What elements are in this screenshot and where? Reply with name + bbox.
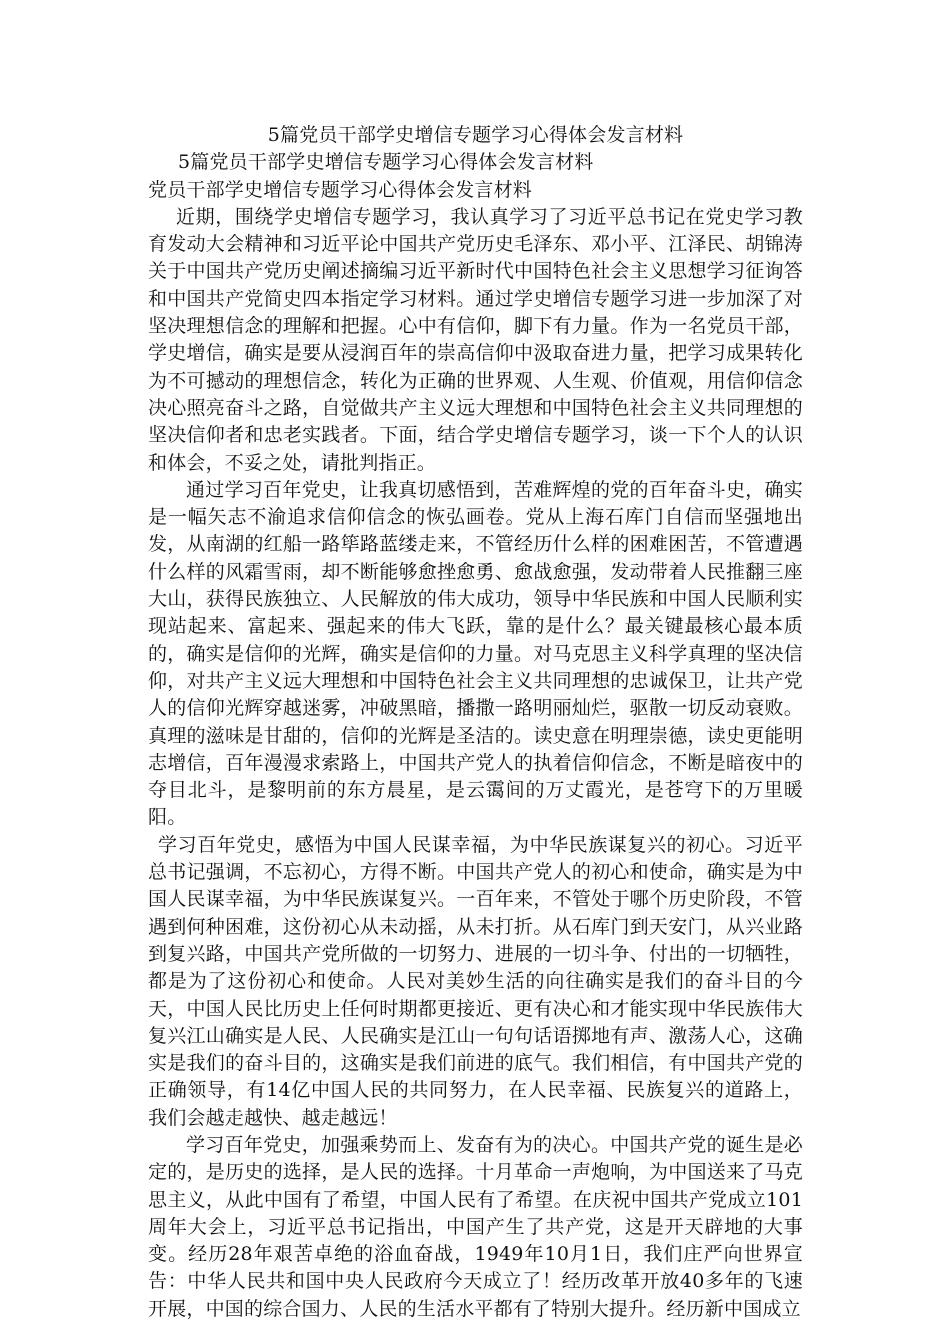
document-body [148,122,803,1323]
paragraph-3: 学习百年党史，感悟为中国人民谋幸福，为中华民族谋复兴的初心。习近平总书记强调，不忘初心，方得不断。中国共产党人的初心和使命，确实是为中国人民谋幸福，为中华民族谋复兴。一百年来，不管处于哪个历史阶段，不管遇到何种困难，这份初心从未动摇，从未打折。从石库门到天安门，从兴业路到复兴路，中国共产党所做的一切努力、进展的一切斗争、付出的一切牺牲，都是为了这份初心和使命。人民对美妙生活的向往确实是我们的奋斗目的今天，中国人民比历史上任何时期都更接近、更有决心和才能实现中华民族伟大复兴江山确实是人民、人民确实是江山一句句话语掷地有声、激荡人心，这确实是我们的奋斗目的，这确实是我们前进的底气。我们相信，有中国共产党的正确领导，有14亿中国人民的共同努力，在人民幸福、民族复兴的道路上，我们会越走越快、越走越远！ [148,833,803,1129]
paragraph-4: 学习百年党史，加强乘势而上、发奋有为的决心。中国共产党的诞生是必定的，是历史的选择，是人民的选择。十月革命一声炮响，为中国送来了马克思主义，从此中国有了希望，中国人民有了希望。在庆祝中国共产党成立101周年大会上，习近平总书记指出，中国产生了共产党，这是开天辟地的大事变。经历28年艰苦卓绝的浴血奋战，1949年10月1日，我们庄严向世界宣告：中华人民共和国中央人民政府今天成立了！经历改革开放40多年的飞速开展，中国的综合国力、人民的生活水平都有了特别大提升。经历新中国成立 [148,1133,803,1320]
paragraph-1: 近期，围绕学史增信专题学习，我认真学习了习近平总书记在党史学习教育发动大会精神和习近平论中国共产党历史毛泽东、邓小平、江泽民、胡锦涛关于中国共产党历史阐述摘编习近平新时代中国特色社会主义思想学习征询答和中国共产党简史四本指定学习材料。通过学史增信专题学习进一步加深了对坚决理想信念的理解和把握。心中有信仰，脚下有力量。作为一名党员干部，学史增信，确实是要从浸润百年的崇高信仰中汲取奋进力量，把学习成果转化为不可撼动的理想信念，转化为正确的世界观、人生观、价值观，用信仰信念决心照亮奋斗之路，自觉做共产主义远大理想和中国特色社会主义共同理想的坚决信仰者和忠老实践者。下面，结合学史增信专题学习，谈一下个人的认识和体会，不妥之处，请批判指正。 [148,205,803,474]
document-subtitle: 党员干部学史增信专题学习心得体会发言材料 [148,178,533,201]
paragraph-2: 通过学习百年党史，让我真切感悟到，苦难辉煌的党的百年奋斗史，确实是一幅矢志不渝追求信仰信念的恢弘画卷。党从上海石库门自信而坚强地出发，从南湖的红船一路筚路蓝缕走来，不管经历什么样的困难困苦，不管遭遇什么样的风霜雪雨，却不断能够愈挫愈勇、愈战愈强，发动带着人民推翻三座大山，获得民族独立、人民解放的伟大成功，领导中华民族和中国人民顺利实现站起来、富起来、强起来的伟大飞跃，靠的是什么？最关键最核心最本质的，确实是信仰的光辉，确实是信仰的力量。对马克思主义科学真理的坚决信仰，对共产主义远大理想和中国特色社会主义共同理想的忠诚保卫，让共产党人的信仰光辉穿越迷雾，冲破黑暗，播撒一路明丽灿烂，驱散一切反动衰败。真理的滋味是甘甜的，信仰的光辉是圣洁的。读史意在明理崇德，读史更能明志增信，百年漫漫求索路上，中国共产党人的执着信仰信念，不断是暗夜中的夺目北斗，是黎明前的东方晨星，是云霭间的万丈霞光，是苍穹下的万里暖阳。 [148,478,803,829]
document-title: 5篇党员干部学史增信专题学习心得体会发言材料 [267,124,684,146]
document-title-repeat: 5篇党员干部学史增信专题学习心得体会发言材料 [178,151,594,174]
